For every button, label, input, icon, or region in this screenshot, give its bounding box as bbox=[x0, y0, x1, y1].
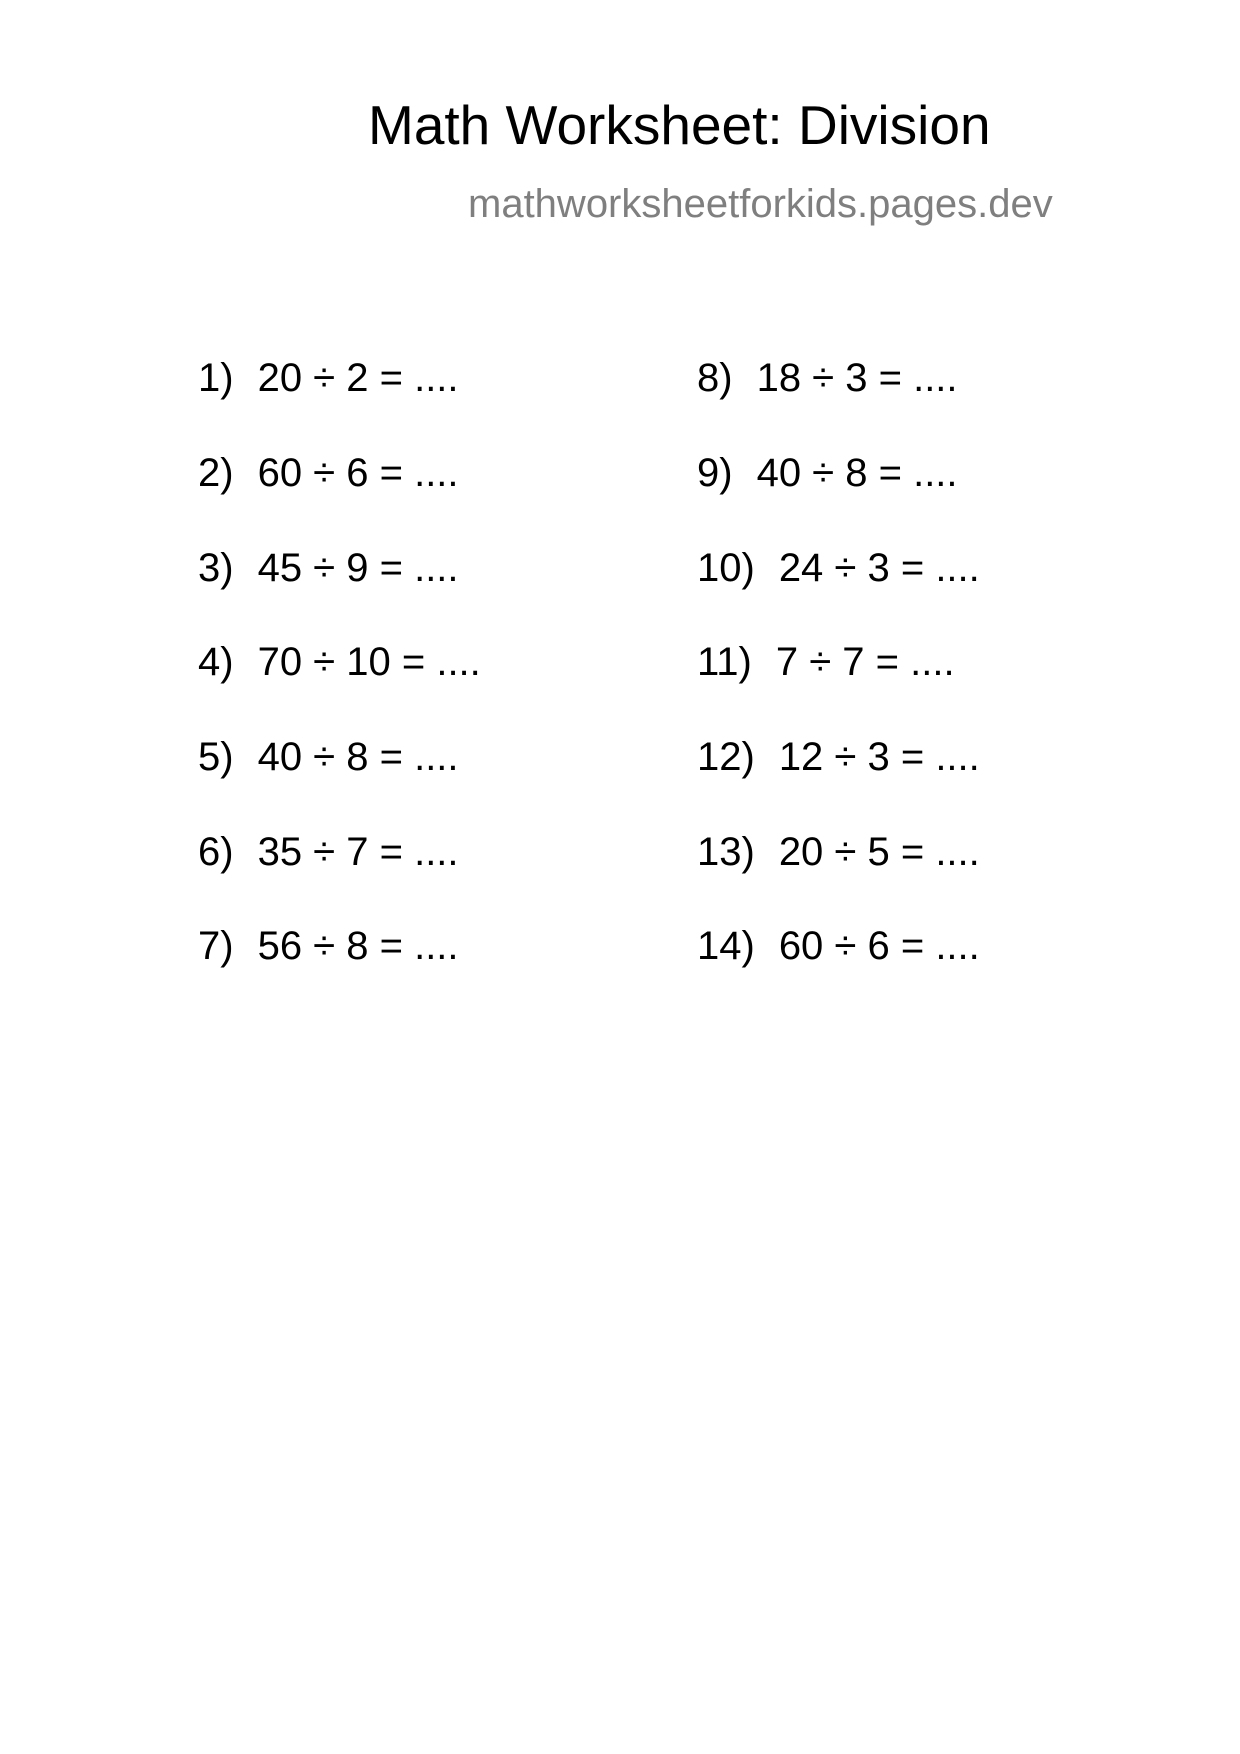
problem-expression: 24 ÷ 3 = .... bbox=[778, 546, 980, 590]
worksheet-source-url: mathworksheetforkids.pages.dev bbox=[468, 182, 1053, 226]
problem-expression: 40 ÷ 8 = .... bbox=[257, 735, 459, 779]
problem-number: 12) bbox=[697, 735, 755, 779]
problem-item bbox=[697, 358, 958, 398]
problem-item bbox=[697, 642, 955, 682]
problem-expression: 60 ÷ 6 = .... bbox=[257, 451, 459, 495]
problem-number: 8) bbox=[697, 356, 733, 400]
problem-item bbox=[198, 453, 459, 493]
problem-expression: 56 ÷ 8 = .... bbox=[257, 924, 459, 968]
problem-item bbox=[198, 358, 459, 398]
problem-number: 1) bbox=[198, 356, 234, 400]
problem-expression: 45 ÷ 9 = .... bbox=[257, 546, 459, 590]
problem-number: 7) bbox=[198, 924, 234, 968]
problem-item bbox=[198, 737, 459, 777]
problem-expression: 20 ÷ 5 = .... bbox=[778, 830, 980, 874]
problem-expression: 18 ÷ 3 = .... bbox=[756, 356, 958, 400]
problem-item bbox=[198, 832, 459, 872]
problem-expression: 40 ÷ 8 = .... bbox=[756, 451, 958, 495]
problem-number: 10) bbox=[697, 546, 755, 590]
problem-number: 5) bbox=[198, 735, 234, 779]
problem-item bbox=[697, 926, 980, 966]
problem-item bbox=[697, 737, 980, 777]
problem-expression: 70 ÷ 10 = .... bbox=[257, 640, 481, 684]
problem-item bbox=[697, 453, 958, 493]
problem-number: 14) bbox=[697, 924, 755, 968]
problem-expression: 35 ÷ 7 = .... bbox=[257, 830, 459, 874]
problem-expression: 60 ÷ 6 = .... bbox=[778, 924, 980, 968]
problem-number: 2) bbox=[198, 451, 234, 495]
problem-number: 6) bbox=[198, 830, 234, 874]
problem-number: 13) bbox=[697, 830, 755, 874]
problem-number: 4) bbox=[198, 640, 234, 684]
problem-item bbox=[697, 832, 980, 872]
problem-item bbox=[198, 642, 481, 682]
problem-number: 11) bbox=[697, 640, 752, 684]
problem-item bbox=[198, 926, 459, 966]
problem-expression: 20 ÷ 2 = .... bbox=[257, 356, 459, 400]
problem-expression: 12 ÷ 3 = .... bbox=[778, 735, 980, 779]
worksheet-title: Math Worksheet: Division bbox=[368, 94, 991, 156]
problem-number: 3) bbox=[198, 546, 234, 590]
problem-item bbox=[198, 548, 459, 588]
problem-number: 9) bbox=[697, 451, 733, 495]
problem-expression: 7 ÷ 7 = .... bbox=[775, 640, 955, 684]
problem-item bbox=[697, 548, 980, 588]
